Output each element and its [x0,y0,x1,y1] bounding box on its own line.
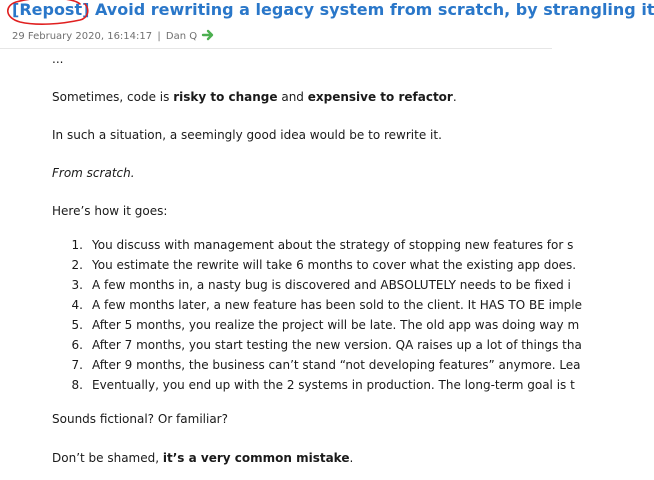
paragraph-risky [52,88,457,106]
post-title-text: Avoid rewriting a legacy system from scratch, by strangling it [89,0,654,19]
paragraph-from-scratch: From scratch. [52,166,135,180]
p1-text-and: and [277,90,308,104]
list-item-number: 5. [71,318,83,332]
list-item-text: A few months in, a nasty bug is discovered and ABSOLUTELY needs to be fixed i [92,278,571,292]
paragraph-sounds-fictional: Sounds fictional? Or familiar? [52,412,228,426]
p1-bold-risky: risky to change [173,90,278,104]
paragraph-rewrite: In such a situation, a seemingly good idea would be to rewrite it. [52,128,442,142]
list-item-number: 2. [71,258,83,272]
p1-text-a: Sometimes, code is [52,90,174,104]
list-item-number: 4. [71,298,83,312]
post-meta [12,30,216,42]
list-item-text: After 7 months, you start testing the new version. QA raises up a lot of things tha [92,338,582,352]
p6-text-a: Don’t be shamed, [52,451,163,465]
list-item-text: You discuss with management about the strategy of stopping new features for s [92,238,574,252]
post-author[interactable]: Dan Q [165,31,198,42]
p6-bold-common-mistake: it’s a very common mistake [162,451,350,465]
list-item-text: You estimate the rewrite will take 6 months to cover what the existing app does. [92,258,577,272]
paragraph-dont-be-shamed [52,449,353,467]
repost-tag: [Repost] [12,0,90,19]
post-title-link[interactable] [12,0,654,20]
list-item-text: Eventually, you end up with the 2 systems in production. The long-term goal is t [92,378,575,392]
ellipsis-text: ... [52,52,64,66]
list-item-text: After 5 months, you realize the project will be late. The old app was doing way m [92,318,580,332]
arrow-right-icon[interactable] [202,30,216,40]
p1-period: . [452,90,457,104]
list-item-text: After 9 months, the business can’t stand “not developing features” anymore. Lea [92,358,581,372]
list-item-text: A few months later, a new feature has been sold to the client. It HAS TO BE imple [92,298,582,312]
list-item-number: 1. [71,238,83,252]
list-item-number: 7. [71,358,83,372]
p1-bold-expensive: expensive to refactor [307,90,453,104]
post-header [0,0,654,49]
p6-period: . [349,451,354,465]
list-item-number: 6. [71,338,83,352]
list-item-number: 3. [71,278,83,292]
post-date: 29 February 2020, 16:14:17 [12,31,153,42]
list-item-number: 8. [71,378,83,392]
paragraph-heres-how: Here’s how it goes: [52,204,168,218]
meta-separator: | [157,31,161,42]
